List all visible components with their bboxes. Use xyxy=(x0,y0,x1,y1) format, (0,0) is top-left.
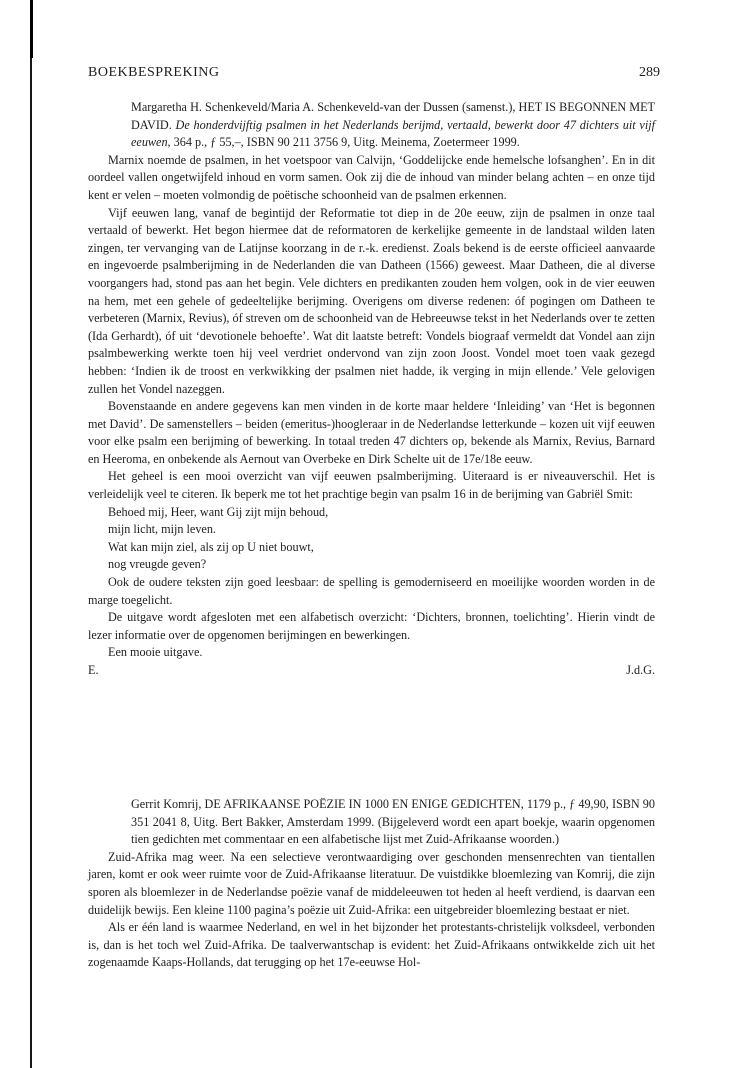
signature-initial: E. xyxy=(88,663,99,677)
review-1-details: 364 p., ƒ 55,–, ISBN 90 211 3756 9, Uitg. Meinema, Zoetermeer 1999. xyxy=(173,135,520,150)
signature-reviewer: J.d.G. xyxy=(626,663,655,677)
review-2-paragraph: Als er één land is waarmee Nederland, en wel in het bijzonder het protestants-christelijk volksdeel, verbonden is, dan is het toch wel Zuid-Afrika. De taalverwantschap is evident: het Zuid-Afrikaans ontwikkelde zich uit het zogenaamde Kaaps-Hollands, dat terugging op het 17e-eeuwse Hol- xyxy=(88,920,655,970)
review-2 xyxy=(88,796,655,972)
review-1 xyxy=(88,99,655,680)
poem-line: Wat kan mijn ziel, als zij op U niet bouwt, xyxy=(108,539,314,554)
review-1-authors-title: Margaretha H. Schenkeveld/Maria A. Schenkeveld-van der Dussen (samenst.), HET IS BEGONNEN MET DAVID. xyxy=(131,100,655,132)
poem-line: mijn licht, mijn leven. xyxy=(108,522,216,537)
scan-edge-top xyxy=(30,0,33,58)
scan-edge-line xyxy=(30,0,32,1068)
review-2-biblio-text: Gerrit Komrij, DE AFRIKAANSE POËZIE IN 1000 EN ENIGE GEDICHTEN, 1179 p., ƒ 49,90, ISBN 90 351 2041 8, Uitg. Bert Bakker, Amsterdam 1999. (Bijgeleverd wordt een apart boekje, waarin opgenomen tien gedichten met commentaar en een alfabetische lijst met Zuid-Afrikaanse woorden.) xyxy=(131,797,655,847)
review-1-paragraph: Het geheel is een mooi overzicht van vijf eeuwen psalmberijming. Uiteraard is er niveauverschil. Het is verleidelijk veel te citeren. Ik beperk me tot het prachtige begin van psalm 16 in de berijming van Gabriël Smit: xyxy=(88,469,655,502)
poem-quote xyxy=(88,504,655,574)
running-head: BOEKBESPREKING xyxy=(88,65,220,80)
review-1-closing: Een mooie uitgave. xyxy=(108,645,203,660)
review-2-bibliography xyxy=(88,796,655,849)
poem-line: Behoed mij, Heer, want Gij zijt mijn behoud, xyxy=(108,504,329,519)
poem-line: nog vreugde geven? xyxy=(108,557,207,572)
page-number: 289 xyxy=(639,65,660,80)
review-1-bibliography xyxy=(88,99,655,152)
review-1-paragraph: Marnix noemde de psalmen, in het voetspoor van Calvijn, ‘Goddelijcke ende hemelsche lofsanghen’. En in dit oordeel vallen ongetwijfeld inhoud en vorm samen. Ook zij die de inhoud van minder belang achten – en onze tijd kent er velen – moeten volmondig de poëtische schoonheid van de psalmen erkennen. xyxy=(88,152,655,202)
review-1-paragraph: Bovenstaande en andere gegevens kan men vinden in de korte maar heldere ‘Inleiding’ van ‘Het is begonnen met David’. De samenstellers – beiden (emeritus-)hoogleraar in de Nederlandse letterkunde – kozen uit vijf eeuwen voor elke psalm een berijming of bewerking. In totaal treden 47 dichters op, bekende als Marnix, Revius, Barnard en Heeroma, en onbekende als Aernout van Overbeke en Dirk Schelte uit de 17e/18e eeuw. xyxy=(88,399,655,466)
review-1-closing: Ook de oudere teksten zijn goed leesbaar: de spelling is gemoderniseerd en moeilijke woorden worden in de marge toegelicht. xyxy=(88,575,655,607)
review-1-signature xyxy=(88,662,655,680)
review-1-closing: De uitgave wordt afgesloten met een alfabetisch overzicht: ‘Dichters, bronnen, toelichting’. Hierin vindt de lezer informatie over de opgenomen berijmingen en bewerkingen. xyxy=(88,610,655,642)
review-2-paragraph: Zuid-Afrika mag weer. Na een selectieve verontwaardiging over geschonden mensenrechten van tientallen jaren, komt er ook weer ruimte voor de Zuid-Afrikaanse literatuur. De vuistdikke bloemlezing van Komrij, die zijn sporen als bloemlezer in de Nederlandse poëzie vanaf de middeleeuwen tot heden al heeft verdiend, is daarvan een duidelijk bewijs. Een kleine 1100 pagina’s poëzie uit Zuid-Afrika: een uitgebreider bloemlezing bestaat er niet. xyxy=(88,849,655,917)
review-1-paragraph: Vijf eeuwen lang, vanaf de begintijd der Reformatie tot diep in de 20e eeuw, zijn de psalmen in onze taal vertaald of bewerkt. Het begon hiermee dat de reformatoren de kerkelijke gemeente in de landstaal wilden laten zingen, ter vervanging van de Latijnse koorzang in de r.-k. eredienst. Zoals bekend is de eerste officieel aanvaarde en ingevoerde psalmberijming in de Nederlanden die van Datheen (1566) geweest. Maar Datheen, die al diverse voorgangers had, stond pas aan het begin. Vele dichters en predikanten zouden hem volgen, ook in de vier eeuwen na hem, met een gehele of gedeeltelijke berijming. Overigens om diverse redenen: óf pogingen om Datheen te verbeteren (Marnix, Revius), óf streven om de schoonheid van de Hebreeuwse tekst in het Nederlands over te zetten (Ida Gerhardt), óf uit ‘devotionele behoefte’. Wat dit laatste betreft: Vondels biograaf vermeldt dat Vondel aan zijn psalmbewerking werkte toen hij veel verdriet ondervond van zijn zoon Joost. Vondel moet toen vaak gezegd hebben: ‘Indien ik de troost en verkwikking der psalmen niet hadde, ik verging in mijn ellende.’ Vele gelovigen zullen het Vondel nazeggen. xyxy=(88,205,655,396)
review-1-subtitle: De honderdvijftig psalmen in het Nederlands berijmd, vertaald, bewerkt door 47 dichters uit vijf eeuwen, xyxy=(131,117,656,150)
